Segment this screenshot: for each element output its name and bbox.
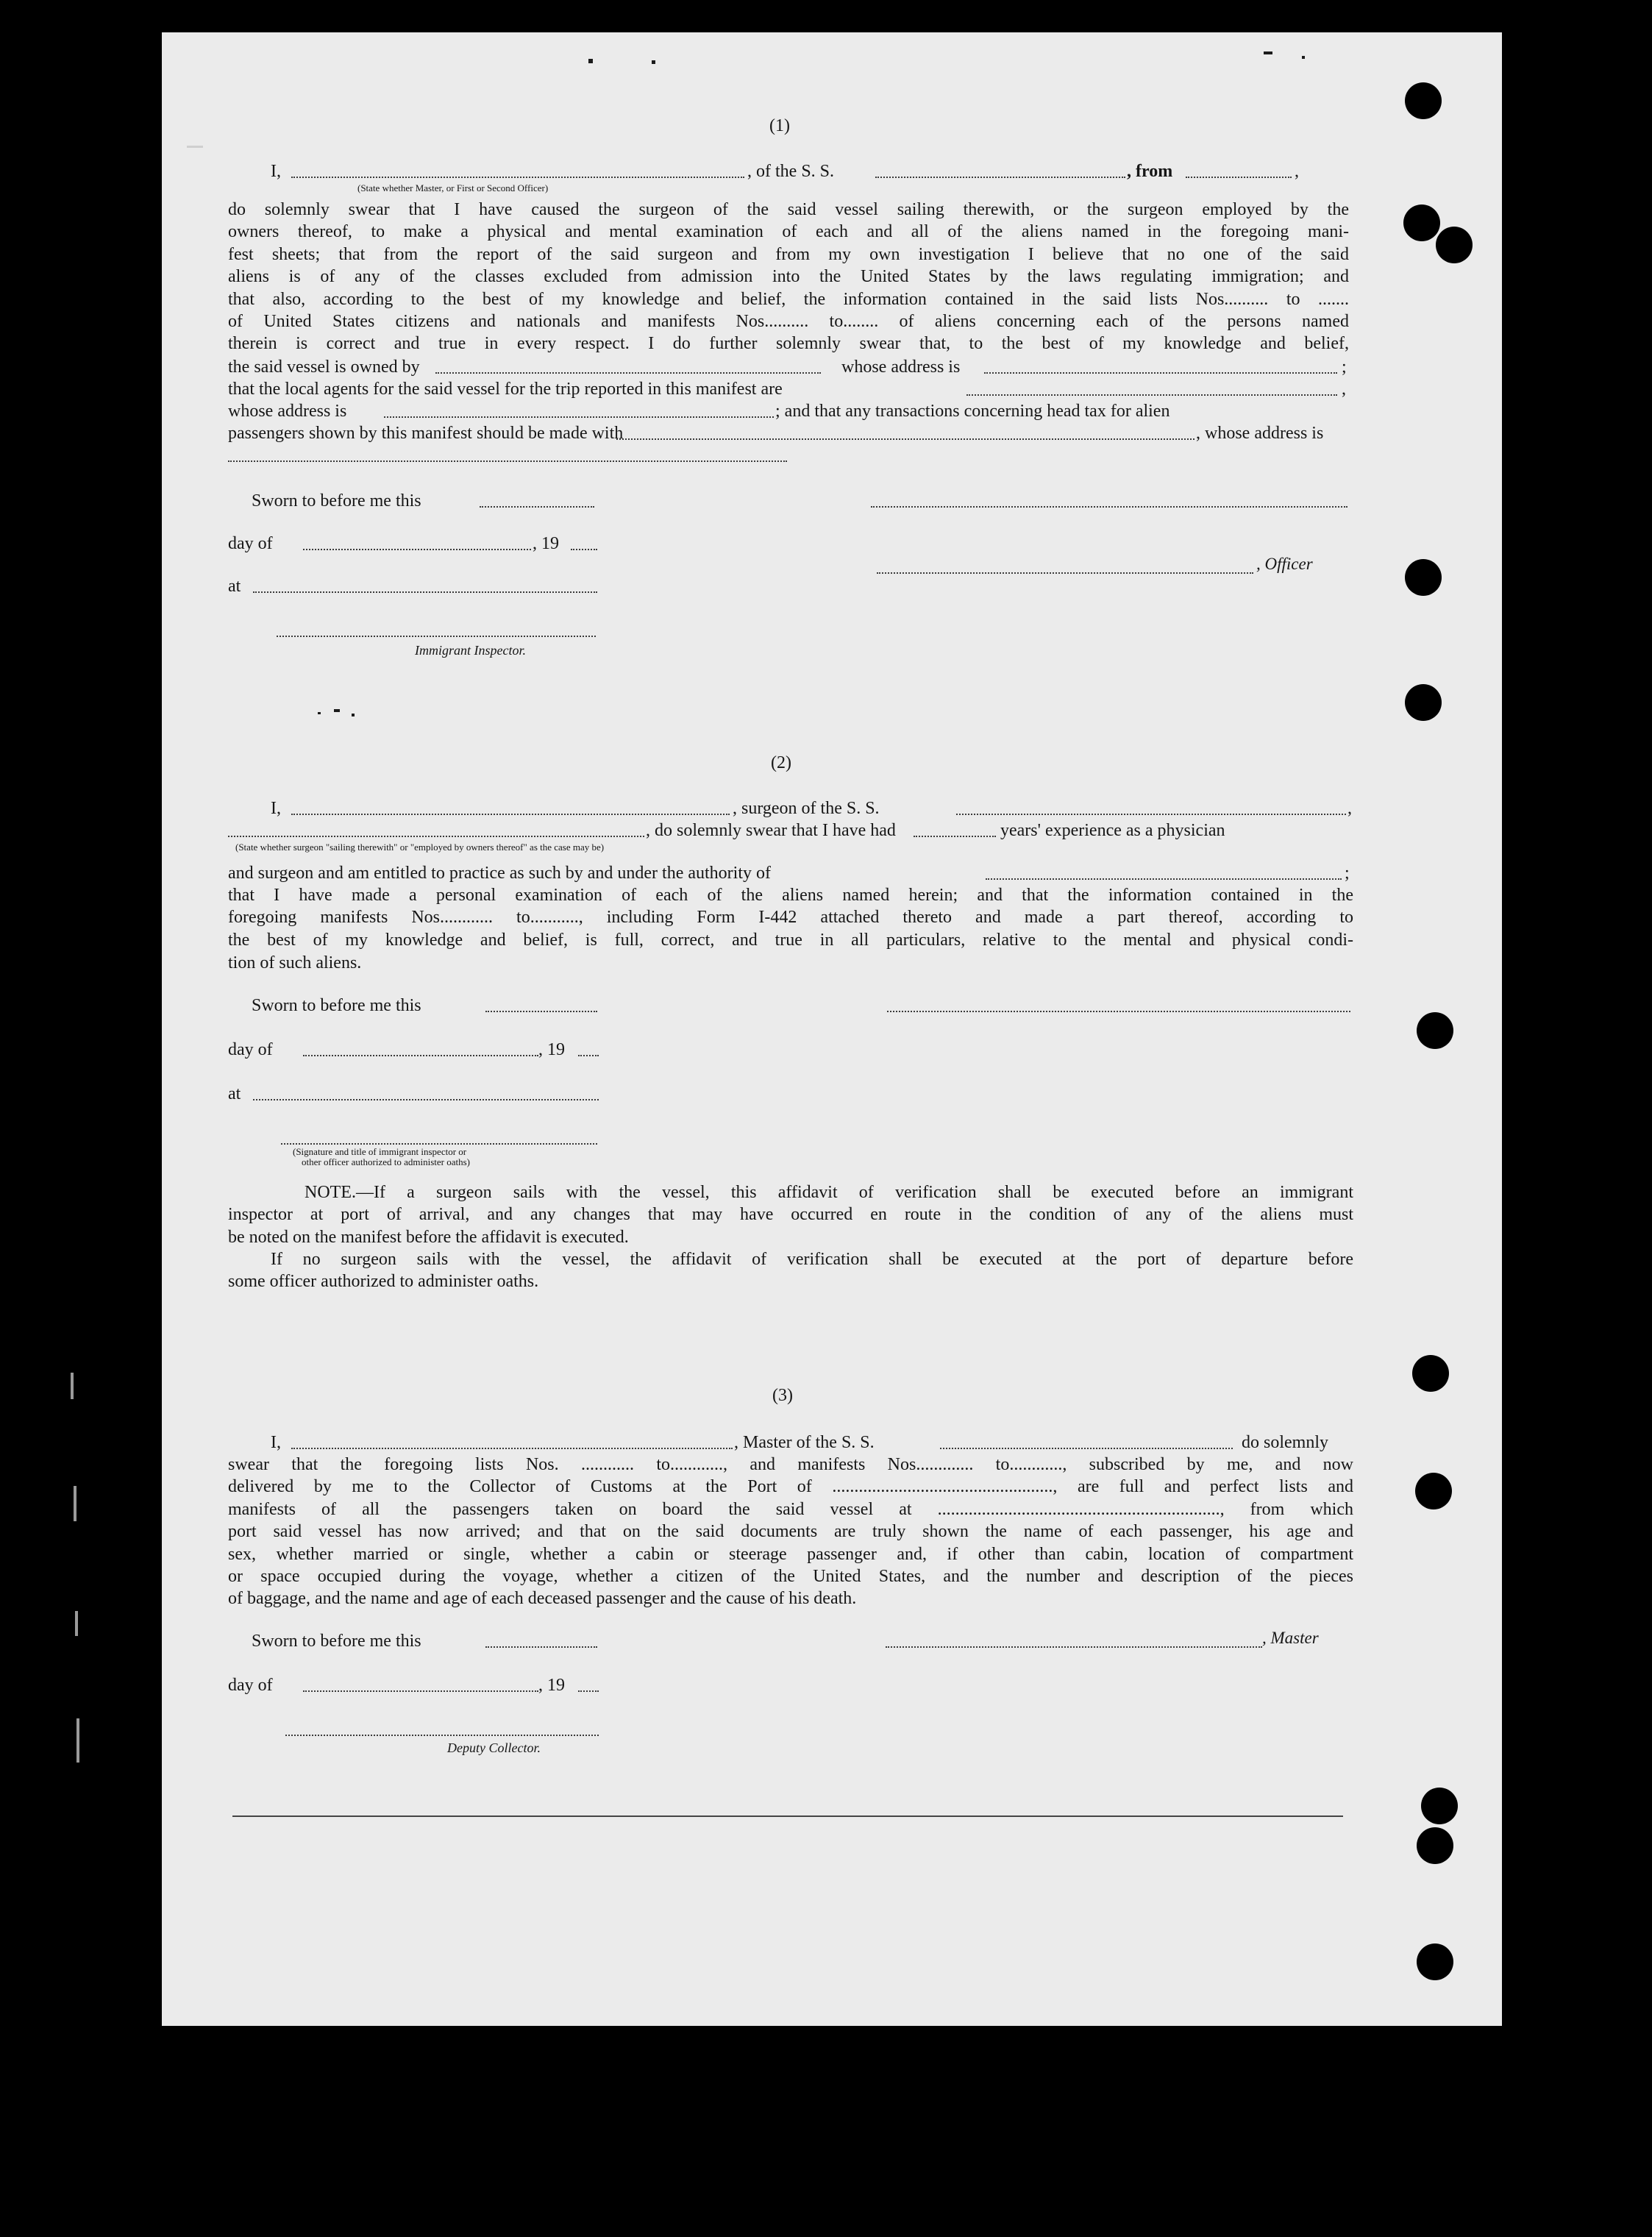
s2-para-line: that I have made a personal examination of each of the aliens named herein; and that the information contained in the bbox=[228, 886, 1353, 905]
s2-sig-note-2: other officer authorized to administer oaths) bbox=[302, 1156, 470, 1167]
scan-speck bbox=[334, 709, 340, 712]
scan-speck bbox=[1302, 56, 1305, 59]
s2-para-last: tion of such aliens. bbox=[228, 953, 362, 972]
s1-inspector-blank bbox=[277, 636, 596, 637]
s1-sworn-blank bbox=[480, 506, 594, 508]
s2-vessel-blank bbox=[956, 814, 1346, 815]
s2-sworn-blank bbox=[485, 1011, 597, 1012]
s3-i: I, bbox=[271, 1433, 281, 1452]
s1-agents-blank bbox=[966, 394, 1337, 396]
s2-surgeon: , surgeon of the S. S. bbox=[733, 799, 880, 818]
s2-note-line: inspector at port of arrival, and any changes that may have occurred en route in the condition of any of the aliens must bbox=[228, 1205, 1353, 1225]
s2-note-paragraph bbox=[228, 1181, 1353, 1226]
s1-officer-blank bbox=[877, 572, 1253, 574]
s2-para-line: foregoing manifests Nos............ to..........., including Form I-442 attached thereto and made a part thereof, according to bbox=[228, 908, 1353, 928]
s1-para-line: fest sheets; that from the report of the said surgeon and from my own investigation I believe that no one of the said bbox=[228, 244, 1349, 264]
s2-day-blank bbox=[303, 1055, 538, 1056]
s2-years-blank bbox=[914, 836, 996, 837]
s2-inspector-blank bbox=[281, 1143, 597, 1145]
scan-speck bbox=[652, 60, 655, 64]
s1-officer-rank-blank bbox=[291, 177, 744, 178]
s2-i: I, bbox=[271, 799, 281, 818]
s2-note-last: be noted on the manifest before the affidavit is executed. bbox=[228, 1228, 629, 1247]
s3-master-signature-blank bbox=[886, 1646, 1262, 1648]
s2-authority-blank bbox=[986, 878, 1342, 880]
s2-year: , 19 bbox=[538, 1040, 565, 1059]
s3-sworn-blank bbox=[485, 1646, 597, 1648]
s1-day-of: day of bbox=[228, 534, 273, 553]
s2-authority-end: ; bbox=[1345, 864, 1350, 883]
s3-paragraph bbox=[228, 1454, 1353, 1587]
scan-speck bbox=[1264, 51, 1272, 54]
s1-paragraph bbox=[228, 199, 1349, 355]
s2-surgeon-name-blank bbox=[291, 814, 730, 815]
form-page bbox=[162, 32, 1502, 2026]
s1-owner-address-label: whose address is bbox=[841, 358, 961, 377]
s3-day-blank bbox=[303, 1690, 538, 1692]
bottom-rule bbox=[232, 1815, 1343, 1817]
s2-note2-last: some officer authorized to administer oaths. bbox=[228, 1272, 539, 1291]
s1-inspector: Immigrant Inspector. bbox=[415, 643, 526, 658]
s1-party-address-label: , whose address is bbox=[1196, 424, 1324, 443]
punch-hole bbox=[1421, 1788, 1458, 1824]
s3-para-line: sex, whether married or single, whether a cabin or steerage passenger and, if other than cabin, location of compartment bbox=[228, 1544, 1353, 1564]
s1-para-line: therein is correct and true in every respect. I do further solemnly swear that, to the best of my knowledge and belief, bbox=[228, 334, 1349, 354]
s3-vessel-blank bbox=[940, 1448, 1233, 1449]
scan-speck bbox=[588, 59, 593, 63]
s2-authority: and surgeon and am entitled to practice as such by and under the authority of bbox=[228, 864, 771, 883]
s1-agents-end: , bbox=[1342, 380, 1346, 399]
s2-sworn: Sworn to before me this bbox=[252, 996, 421, 1015]
s3-day-of: day of bbox=[228, 1676, 273, 1695]
s3-sworn: Sworn to before me this bbox=[252, 1632, 421, 1651]
section-3-heading: (3) bbox=[772, 1386, 793, 1405]
punch-hole bbox=[1417, 1943, 1453, 1980]
s1-agents: that the local agents for the said vessel for the trip reported in this manifest are bbox=[228, 380, 783, 399]
s2-line1-end: , bbox=[1347, 799, 1352, 818]
punch-hole bbox=[1405, 559, 1442, 596]
s3-year: , 19 bbox=[538, 1676, 565, 1695]
s1-owner-blank bbox=[435, 372, 821, 374]
s1-owned-end: ; bbox=[1342, 358, 1347, 377]
s2-at: at bbox=[228, 1084, 241, 1103]
border-mark bbox=[71, 1373, 74, 1399]
s3-para-line: manifests of all the passengers taken on board the said vessel at ................................................................, from which bbox=[228, 1499, 1353, 1519]
s2-day-of: day of bbox=[228, 1040, 273, 1059]
s3-deputy-blank bbox=[285, 1735, 599, 1736]
s1-para-line: aliens is of any of the classes excluded from admission into the United States by the laws regulating immigration; and bbox=[228, 267, 1349, 287]
s2-signature-blank bbox=[887, 1011, 1350, 1012]
s3-do-solemnly: do solemnly bbox=[1242, 1433, 1328, 1452]
punch-hole bbox=[1417, 1827, 1453, 1864]
section-2-heading: (2) bbox=[771, 753, 791, 772]
s1-officer: , Officer bbox=[1256, 555, 1313, 573]
s2-do-swear: , do solemnly swear that I have had bbox=[646, 821, 896, 840]
s1-para-line: do solemnly swear that I have caused the surgeon of the said vessel sailing therewith, or the surgeon employed by the bbox=[228, 200, 1349, 219]
s1-signature-blank bbox=[871, 506, 1347, 508]
border-mark bbox=[76, 1718, 79, 1763]
s3-para-line: swear that the foregoing lists Nos. ............ to............, and manifests Nos............. to............, subscribed by me, and now bbox=[228, 1455, 1353, 1474]
s2-note-line: NOTE.—If a surgeon sails with the vessel, this affidavit of verification shall be executed before an immigrant bbox=[305, 1183, 1353, 1202]
s2-years-experience: years' experience as a physician bbox=[1000, 821, 1225, 840]
s1-para-line: owners thereof, to make a physical and mental examination of each and all of the aliens named in the foregoing mani- bbox=[228, 222, 1349, 242]
s1-year: , 19 bbox=[533, 534, 559, 553]
punch-hole bbox=[1403, 205, 1440, 241]
s3-year-blank bbox=[578, 1690, 599, 1692]
s1-owned-by: the said vessel is owned by bbox=[228, 358, 420, 377]
section-1-heading: (1) bbox=[769, 116, 790, 135]
s3-master-of: , Master of the S. S. bbox=[734, 1433, 875, 1452]
s1-from-blank bbox=[1186, 177, 1292, 178]
s2-year-blank bbox=[578, 1055, 599, 1056]
punch-hole bbox=[1412, 1355, 1449, 1392]
s1-para-line: of United States citizens and nationals and manifests Nos.......... to........ of aliens concerning each of the persons named bbox=[228, 312, 1349, 332]
s3-deputy-collector: Deputy Collector. bbox=[447, 1740, 541, 1755]
punch-hole bbox=[1417, 1012, 1453, 1049]
s3-para-last: of baggage, and the name and age of each deceased passenger and the cause of his death. bbox=[228, 1589, 857, 1608]
s1-at: at bbox=[228, 577, 241, 596]
s1-owner-address-blank bbox=[984, 372, 1337, 374]
s3-para-line: port said vessel has now arrived; and that on the said documents are truly shown the name of each passenger, his age and bbox=[228, 1522, 1353, 1542]
s3-master-signature-label: , Master bbox=[1262, 1629, 1319, 1647]
border-mark bbox=[75, 1611, 78, 1636]
s1-head-tax-party-blank bbox=[616, 438, 1195, 440]
punch-hole bbox=[1405, 82, 1442, 119]
s1-year-blank bbox=[571, 549, 597, 550]
s1-i: I, bbox=[271, 162, 281, 181]
s1-passengers: passengers shown by this manifest should be made with bbox=[228, 424, 624, 443]
s3-para-line: delivered by me to the Collector of Customs at the Port of .................................................., are full and perfect lists and bbox=[228, 1477, 1353, 1497]
border-mark bbox=[187, 146, 203, 148]
s1-para-line: that also, according to the best of my knowledge and belief, the information contained in the said lists Nos.......... to ....... bbox=[228, 289, 1349, 309]
s2-paragraph bbox=[228, 884, 1353, 951]
s1-party-address-blank bbox=[228, 460, 787, 462]
s1-agents-address-blank bbox=[384, 416, 774, 418]
s2-status-blank bbox=[228, 836, 644, 837]
scan-speck bbox=[352, 714, 355, 716]
s2-note2-first: If no surgeon sails with the vessel, the affidavit of verification shall be executed at the port of departure before bbox=[271, 1250, 1353, 1269]
s1-from: , from bbox=[1127, 162, 1173, 181]
s3-para-line: or space occupied during the voyage, whether a citizen of the United States, and the number and description of the pieces bbox=[228, 1567, 1353, 1587]
s2-at-blank bbox=[253, 1099, 599, 1100]
s1-rank-note: (State whether Master, or First or Second Officer) bbox=[357, 182, 549, 193]
s2-sig-note-1: (Signature and title of immigrant inspector or bbox=[293, 1146, 467, 1157]
punch-hole bbox=[1436, 227, 1473, 263]
s1-at-blank bbox=[253, 591, 597, 593]
scan-speck bbox=[318, 712, 321, 714]
punch-hole bbox=[1405, 684, 1442, 721]
s1-agents-address: whose address is bbox=[228, 402, 347, 421]
border-mark bbox=[74, 1486, 76, 1521]
s1-sworn: Sworn to before me this bbox=[252, 491, 421, 511]
s1-head-tax: ; and that any transactions concerning head tax for alien bbox=[775, 402, 1170, 421]
punch-hole bbox=[1415, 1473, 1452, 1509]
s1-from-end: , bbox=[1295, 162, 1299, 181]
s2-para-line: the best of my knowledge and belief, is full, correct, and true in all particulars, relative to the mental and physical condi- bbox=[228, 930, 1353, 950]
s1-day-blank bbox=[303, 549, 531, 550]
s3-master-name-blank bbox=[291, 1448, 733, 1449]
s1-vessel-blank bbox=[875, 177, 1125, 178]
s2-status-note: (State whether surgeon "sailing therewith" or "employed by owners thereof" as the case may be) bbox=[235, 842, 605, 853]
s1-of-ss: , of the S. S. bbox=[747, 162, 835, 181]
